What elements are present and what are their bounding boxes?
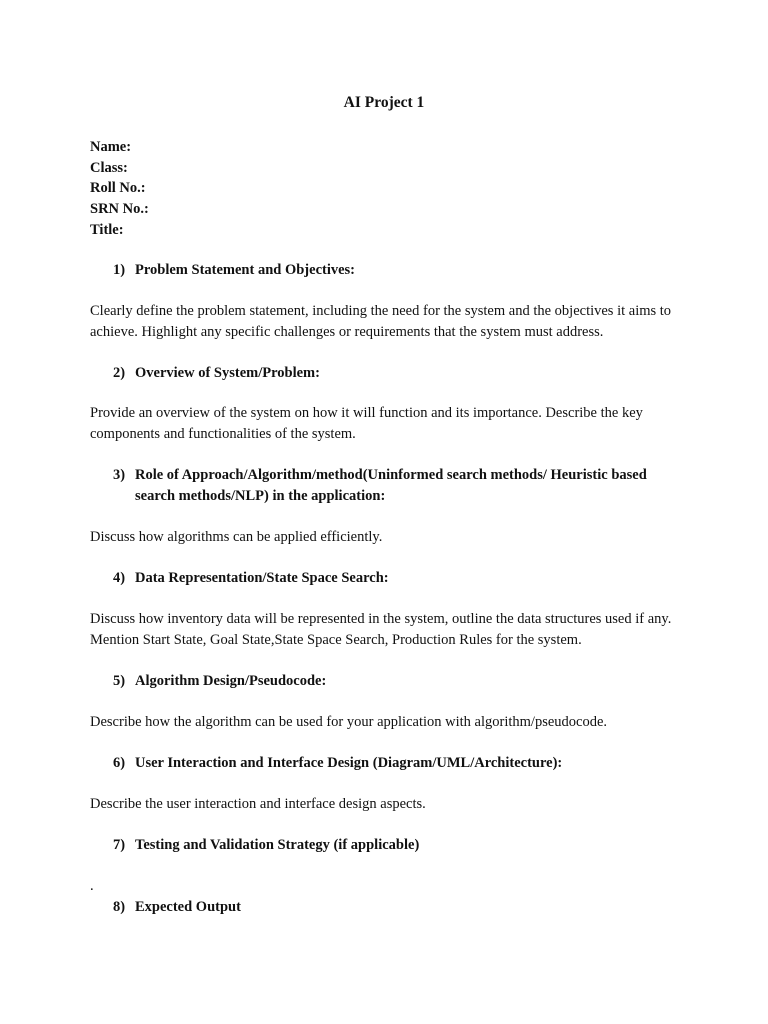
section-6-body: Describe the user interaction and interface design aspects. xyxy=(90,796,426,812)
section-heading-text: Data Representation/State Space Search: xyxy=(135,570,389,586)
section-number: 5) xyxy=(113,673,126,689)
section-number: 6) xyxy=(113,755,126,771)
section-number: 2) xyxy=(113,365,126,381)
section-heading-text: Role of Approach/Algorithm/method(Uninformed search methods/ Heuristic based search methods/NLP) in the application: xyxy=(135,467,647,504)
field-name-label: Name: xyxy=(90,139,132,155)
section-heading-text: User Interaction and Interface Design (Diagram/UML/Architecture): xyxy=(135,755,563,771)
field-srn-no-label: SRN No.: xyxy=(90,201,149,218)
section-8-heading xyxy=(113,897,683,918)
section-1-heading xyxy=(113,260,683,281)
section-number: 1) xyxy=(113,262,126,278)
section-7-heading xyxy=(113,835,683,856)
section-2-heading xyxy=(113,363,683,384)
section-4-body: Discuss how inventory data will be represented in the system, outline the data structures used if any. Mention Start State, Goal State,State Space Search, Production Rules for the system. xyxy=(90,611,672,648)
section-heading-text: Overview of System/Problem: xyxy=(135,365,320,381)
section-heading-text: Problem Statement and Objectives: xyxy=(135,262,356,278)
section-heading-text: Expected Output xyxy=(135,899,241,915)
section-3-body: Discuss how algorithms can be applied efficiently. xyxy=(90,529,383,545)
section-5-body: Describe how the algorithm can be used for your application with algorithm/pseudocode. xyxy=(90,714,608,730)
section-1-body: Clearly define the problem statement, including the need for the system and the objectives it aims to achieve. Highlight any specific challenges or requirements that the system must address. xyxy=(90,303,672,340)
section-number: 3) xyxy=(113,467,126,483)
section-6-heading xyxy=(113,753,683,774)
section-heading-text: Algorithm Design/Pseudocode: xyxy=(135,673,327,689)
field-roll-no-label: Roll No.: xyxy=(90,180,146,197)
section-3-heading xyxy=(113,465,683,506)
section-7-body: . xyxy=(90,878,94,894)
section-number: 7) xyxy=(113,837,126,853)
section-heading-text: Testing and Validation Strategy (if applicable) xyxy=(135,837,420,853)
section-5-heading xyxy=(113,671,683,692)
document-title: AI Project 1 xyxy=(343,94,425,111)
section-4-heading xyxy=(113,568,683,589)
field-class-label: Class: xyxy=(90,159,128,176)
student-fields xyxy=(90,137,149,241)
field-title-label: Title: xyxy=(90,221,124,238)
section-2-body: Provide an overview of the system on how it will function and its importance. Describe the key components and functionalities of the system. xyxy=(90,405,643,442)
section-number: 8) xyxy=(113,899,126,915)
section-number: 4) xyxy=(113,570,126,586)
